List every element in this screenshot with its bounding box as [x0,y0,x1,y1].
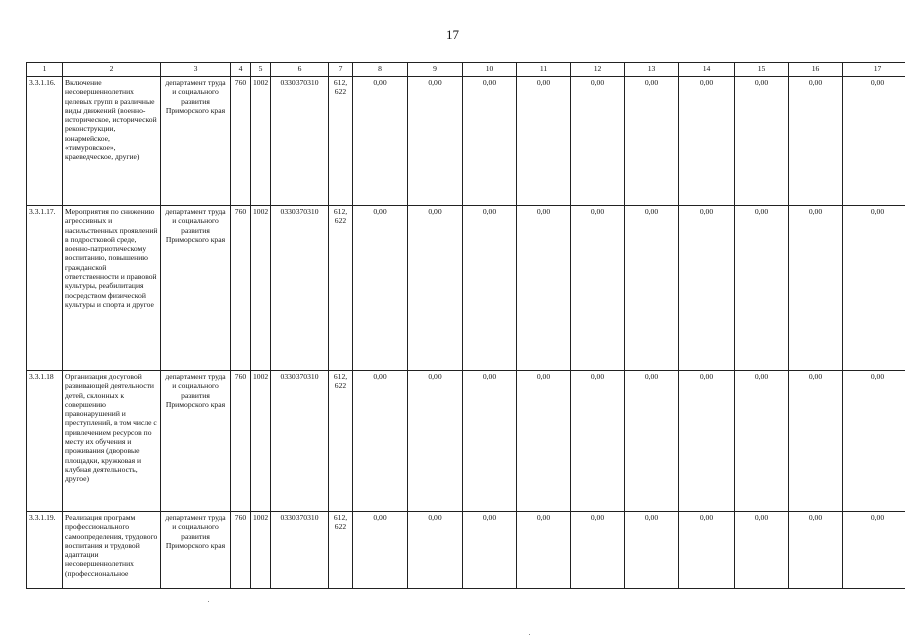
row-value: 0,00 [789,77,843,206]
row-c5: 1002 [251,512,271,589]
row-executor: департамент труда и социального развития Приморского края [161,77,231,206]
scan-speck [529,634,530,635]
header-cell: 12 [571,63,625,77]
header-cell: 17 [843,63,905,77]
page-number: 17 [446,27,459,42]
row-value: 0,00 [517,206,571,371]
row-value: 0,00 [571,371,625,512]
row-c7: 612, 622 [329,512,353,589]
row-executor: департамент труда и социального развития Приморского края [161,371,231,512]
scan-speck [208,601,209,602]
row-c7: 612, 622 [329,206,353,371]
table-row [27,77,905,206]
header-cell: 9 [408,63,463,77]
row-value: 0,00 [353,512,408,589]
row-c4: 760 [231,371,251,512]
table-row [27,512,905,589]
row-value: 0,00 [408,206,463,371]
row-activity-name: Включение несовершеннолетних целевых групп в различные виды движений (военно-историческое, исторической реконструкции, юнармейское, «тимуровское», краеведческое, другие) [63,77,161,206]
header-cell: 7 [329,63,353,77]
header-cell: 4 [231,63,251,77]
header-cell: 13 [625,63,679,77]
header-cell: 5 [251,63,271,77]
row-c7: 612, 622 [329,77,353,206]
row-value: 0,00 [408,77,463,206]
row-value: 0,00 [353,206,408,371]
header-cell: 3 [161,63,231,77]
row-value: 0,00 [625,77,679,206]
row-value: 0,00 [463,77,517,206]
row-c6: 0330370310 [271,371,329,512]
row-value: 0,00 [735,371,789,512]
row-value: 0,00 [789,371,843,512]
header-cell: 6 [271,63,329,77]
row-value: 0,00 [571,206,625,371]
row-value: 0,00 [408,371,463,512]
row-value: 0,00 [408,512,463,589]
row-value: 0,00 [625,206,679,371]
row-c5: 1002 [251,77,271,206]
row-value: 0,00 [625,512,679,589]
row-code: 3.3.1.18 [27,371,63,512]
row-value: 0,00 [789,206,843,371]
row-activity-name-text: Реализация программ профессионального самоопределения, трудового воспитания и трудовой адаптации несовершеннолетних (профессиональное [65,513,158,578]
row-value: 0,00 [353,371,408,512]
row-c7: 612, 622 [329,371,353,512]
budget-table [26,62,905,589]
row-code: 3.3.1.16. [27,77,63,206]
row-value: 0,00 [843,371,905,512]
row-value: 0,00 [735,77,789,206]
row-value: 0,00 [517,512,571,589]
row-c4: 760 [231,77,251,206]
row-value: 0,00 [463,371,517,512]
row-c6: 0330370310 [271,512,329,589]
row-value: 0,00 [735,206,789,371]
row-value: 0,00 [463,206,517,371]
header-cell: 1 [27,63,63,77]
row-code: 3.3.1.19. [27,512,63,589]
row-executor: департамент труда и социального развития Приморского края [161,206,231,371]
row-activity-name [63,512,161,589]
table-row [27,206,905,371]
row-value: 0,00 [571,77,625,206]
row-value: 0,00 [679,512,735,589]
header-cell: 15 [735,63,789,77]
header-cell: 8 [353,63,408,77]
row-value: 0,00 [517,371,571,512]
row-value: 0,00 [571,512,625,589]
header-cell: 16 [789,63,843,77]
row-value: 0,00 [843,77,905,206]
row-value: 0,00 [789,512,843,589]
row-value: 0,00 [625,371,679,512]
row-value: 0,00 [843,512,905,589]
header-row [27,63,905,77]
row-value: 0,00 [679,371,735,512]
header-cell: 14 [679,63,735,77]
row-c5: 1002 [251,371,271,512]
row-value: 0,00 [463,512,517,589]
header-cell: 10 [463,63,517,77]
row-value: 0,00 [843,206,905,371]
row-value: 0,00 [517,77,571,206]
row-c6: 0330370310 [271,206,329,371]
row-code: 3.3.1.17. [27,206,63,371]
row-c4: 760 [231,512,251,589]
header-cell: 2 [63,63,161,77]
row-value: 0,00 [353,77,408,206]
header-cell: 11 [517,63,571,77]
row-c4: 760 [231,206,251,371]
row-executor: департамент труда и социального развития Приморского края [161,512,231,589]
row-c6: 0330370310 [271,77,329,206]
row-value: 0,00 [679,206,735,371]
row-c5: 1002 [251,206,271,371]
table-row [27,371,905,512]
row-activity-name: Организация досуговой развивающей деятельности детей, склонных к совершению правонарушений и преступлений, в том числе с привлечением ресурсов по месту их обучения и проживания (дворовые площадки, кружковая и клубная деятельность, другое) [63,371,161,512]
row-value: 0,00 [679,77,735,206]
row-activity-name: Мероприятия по снижению агрессивных и насильственных проявлений в подростковой среде, военно-патриотическому воспитанию, повышению гражданской ответственности и правовой культуры, реабилитация посредством физической культуры и спорта и другое [63,206,161,371]
row-value: 0,00 [735,512,789,589]
